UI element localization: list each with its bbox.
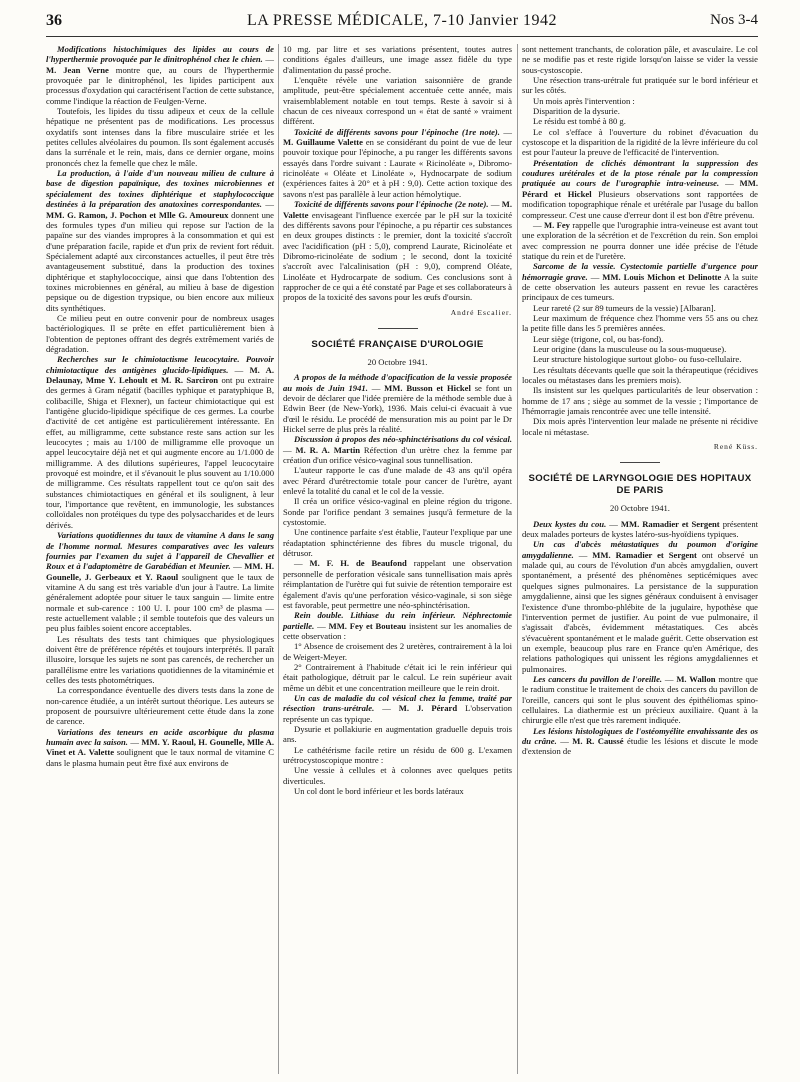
signature: André Escalier.	[450, 307, 512, 317]
text-paragraph	[283, 745, 512, 766]
article-authors: M. A. Delaunay, Mme Y. Lehoult et M. R. Sarciron	[46, 364, 274, 385]
article-text: Toutefois, les lipides du tissu adipeux et ceux de la cellule hépatique ne présentent pas de modifications. Les processus oxydatifs sont intenses dans la fibre musculaire striée et les petites cellules alvéolaires du poumon. Ils sont également accusés dans la surrénale et le rein, mais, dans ce dernier organe, moins prononcés chez la femelle que chez le mâle.	[46, 106, 274, 168]
col3-bottom-articles	[522, 519, 758, 757]
article-text: en se considérant du point de vue de leur pouvoir toxique pour l'épinoche, a pu ranger les différents savons essayés dans l'ordre suivant : Laurate « Ricinoléate », Dibromo-ricinoléate « Oléate et Linoléate », Hydnocarpate de sodium (expériences faites à 20° et à pH : 9,0). Cette action toxique des savons n'est pas parallèle à leur action hémolytique.	[283, 137, 512, 199]
article-text: Les résultats décevants quelle que soit la thérapeutique (récidives locales ou métastases dans les premiers mois).	[522, 364, 758, 385]
section-rule	[620, 462, 660, 463]
article-text: Il créa un orifice vésico-vaginal en pleine région du trigone. Sonde par l'orifice pendant 3 semaines jusqu'à fermeture de la cystostomie.	[283, 496, 512, 528]
text-paragraph	[522, 385, 758, 416]
section-heading: SOCIÉTÉ FRANÇAISE D'UROLOGIE	[311, 338, 484, 350]
article-authors: M. R. Caussé	[572, 735, 624, 746]
article-text: insistent sur les anomalies de cette observation :	[283, 620, 512, 641]
article-text: Ce milieu peut en outre convenir pour de nombreux usages bactériologiques. Il se prête en effet particulièrement bien à l'obtention de peptones offrant des degrés extrêmement variés de dégradation.	[46, 312, 274, 354]
article-title: Sarcome de la vessie. Cystectomie partielle d'urgence pour hémorragie grave.	[522, 261, 758, 282]
article-paragraph: Les lésions histologiques de l'ostéomyélite envahissante des os du crâne. — M. R. Caussé étudie les lésions et discute le mode d'extension de	[522, 725, 758, 757]
article-text: Leur siège (trigone, col, ou bas-fond).	[533, 333, 664, 344]
text-paragraph	[522, 116, 758, 126]
section-date: 20 Octobre 1941.	[367, 356, 428, 367]
text-paragraph	[283, 786, 512, 796]
article-authors: M. Guillaume Valette	[283, 137, 363, 148]
section-date: 20 Octobre 1941.	[610, 503, 670, 514]
text-paragraph	[522, 303, 758, 313]
page-header	[46, 8, 758, 37]
article-authors: M. Fey	[543, 219, 570, 230]
article-paragraph: Présentation de clichés démontrant la suppression des coudures urétérales et de la ptose rénale par la compression pratiquée au cours de l'urographie intra-veineuse. — MM. Pérard et Hickel Plusieurs observations sont rapportées de modification topographique rénale et urétérale par l'usage du ballon compresseur. C'est une cause d'erreur dont il est bon d'être prévenu.	[522, 157, 759, 220]
text-paragraph: — M. Fey rappelle que l'urographie intra-veineuse est avant tout une exploration de la sécrétion et de l'excrétion du rein. Son emploi avec compression ne pourra donner une idée précise de l'étude statique du rein et de l'uretère.	[522, 219, 758, 261]
text-paragraph	[46, 634, 274, 686]
article-paragraph: Les cancers du pavillon de l'oreille. — M. Wallon montre que le radium constitue le traitement de choix des cancers du pavillon de l'oreille, cancers qui sont le plus souvent des épithéliomas spino-cellulaires. La diathermie est un précieux auxiliaire. Quant à la chirurgie elle n'est que très rarement indiquée.	[522, 673, 758, 726]
article-authors: MM. Y. Raoul, H. Gounelle, Mlle A. Vinet et A. Valette	[46, 737, 274, 758]
text-paragraph	[283, 641, 512, 662]
text-paragraph	[522, 334, 758, 344]
text-paragraph: — M. F. H. de Beaufond rappelant une observation personnelle de perforation vésicale sans tunnellisation mais après réimplantation de l'urètre qui fut suivie de rétention temporaire est également d'avis qu'une perforation vésico-vaginale, si son siège est favorable, peut permettre une néo-sphinctérisation.	[283, 558, 513, 610]
column-3	[522, 44, 758, 757]
section-heading: SOCIÉTÉ DE LARYNGOLOGIE DES HOPITAUX DE PARIS	[528, 473, 752, 497]
issue-number: Nos 3-4	[710, 12, 758, 28]
article-text: rappelle que l'urographie intra-veineuse est avant tout une exploration de la sécrétion et de l'excrétion du rein. Son emploi avec compression ne pourra donner une idée précise de l'étude statique du rein et de l'uretère.	[522, 219, 758, 261]
text-paragraph	[522, 416, 758, 437]
article-text: soulignent que le taux de vitamine A du sang est très variable d'un jour à l'autre. La limite généralement adoptée pour situer le taux sanguin — limite entre normale et sub-carence : 100 U. I. pour 100 cm³ de plasma — reste actuellement valable ; il semble toutefois que des valeurs un peu plus faibles soient encore acceptables.	[46, 571, 274, 634]
article-title: Un cas d'abcès métastatiques du poumon d'origine amygdalienne.	[522, 539, 758, 560]
article-title: Discussion à propos des néo-sphinctérisations du col vésical.	[294, 434, 512, 445]
article-title: A propos de la méthode d'opacification de la vessie proposée au mois de Juin 1941.	[283, 372, 512, 393]
text-paragraph	[283, 465, 512, 496]
text-paragraph	[283, 496, 512, 527]
column-divider	[278, 44, 279, 1074]
article-text: Le cathétérisme facile retire un résidu de 600 g. L'examen urétrocystoscopique montre :	[283, 744, 512, 765]
article-paragraph: Toxicité de différents savons pour l'épinoche (2e note). — M. Valette envisageant l'influence exercée par le pH sur la toxicité des différents savons pour l'épinoche, a pu répartir ces substances en deux groupes distincts : le premier, dont la toxicité s'accroît avec l'acidification (pH : 5,0), comprend Laurate, Ricinoléate et Dibromo-ricinoléate de sodium ; le second, dont la toxicité s'accroît avec l'alcalinisation (pH : 9,0), comprend Oléate, Linoléate et Hydrocarpate de sodium. Ces conclusions sont à rapprocher de ce qui a été constaté par Page et ses collaborateurs à propos de la toxicité des savons pour les œufs d'oursin.	[283, 199, 513, 303]
article-title: Recherches sur le chimiotactisme leucocytaire. Pouvoir chimiotactique des antigènes glucido-lipidiques.	[46, 354, 274, 375]
article-authors: MM. Busson et Hickel	[384, 382, 471, 393]
article-text: présentent deux malades porteurs de kystes latéro-sus-hyoïdiens typiques.	[522, 518, 759, 540]
article-text: L'enquête révèle une variation saisonnière de grande amplitude, peut-être spécialement accentuée cette année, mais vraisemblablement notable en tout temps. Reste à savoir si à chacun de ces niveaux correspond un « état de santé » vraiment différent.	[283, 75, 512, 127]
article-authors: M. Valette	[283, 199, 513, 220]
article-text: Dysurie et pollakiurie en augmentation graduelle depuis trois ans.	[283, 723, 512, 745]
article-text: Leur maximum de fréquence chez l'homme vers 55 ans ou chez la petite fille dans les 5 premières années.	[522, 312, 758, 334]
text-paragraph	[522, 96, 758, 106]
article-authors: M. Wallon	[676, 673, 716, 684]
article-paragraph: Toxicité de différents savons pour l'épinoche (1re note). — M. Guillaume Valette en se considérant du point de vue de leur pouvoir toxique pour l'épinoche, a pu ranger les différents savons essayés dans l'ordre suivant : Laurate « Ricinoléate », Dibromo-ricinoléate « Oléate et Linoléate », Hydnocarpate de sodium (expériences faites à 20° et à pH : 9,0). Cette action toxique des savons n'est pas parallèle à leur action hémolytique.	[283, 126, 512, 199]
article-text: Réfection d'un urètre chez la femme par création d'un orifice vésico-vaginal sous tunnellisation.	[283, 444, 513, 466]
text-paragraph	[522, 106, 758, 116]
text-paragraph	[522, 313, 758, 334]
article-text: Disparition de la dysurie.	[533, 106, 620, 117]
article-title: Modifications histochimiques des lipides au cours de l'hyperthermie provoquée par le dinitrophénol chez le chien.	[46, 44, 274, 65]
column-1	[46, 44, 274, 768]
article-authors: M. R. A. Martin	[295, 444, 360, 455]
article-text: Le col s'efface à l'ouverture du robinet d'évacuation du cystoscope et la disparition de la rigidité de la lèvre inférieure du col est pour l'auteur la preuve de l'efficacité de l'intervention.	[522, 126, 758, 158]
article-title: Variations des teneurs en acide ascorbique du plasma humain avec la saison.	[46, 726, 274, 748]
article-paragraph: Discussion à propos des néo-sphinctérisations du col vésical. — M. R. A. Martin Réfection d'un urètre chez la femme par création d'un orifice vésico-vaginal sous tunnellisation.	[283, 434, 513, 466]
article-title: Un cas de maladie du col vésical chez la femme, traité par résection trans-urétrale.	[283, 692, 512, 714]
article-paragraph: Sarcome de la vessie. Cystectomie partielle d'urgence pour hémorragie grave. — MM. Louis Michon et Delinotte A la suite de cette observation les auteurs passent en revue les caractères principaux de ces tumeurs.	[522, 261, 758, 303]
article-text: Un col dont le bord inférieur et les bords latéraux	[294, 786, 464, 797]
article-text: Le résidu est tombé à 80 g.	[533, 116, 626, 127]
article-text: L'auteur rapporte le cas d'une malade de 43 ans qu'il opéra avec Pérard d'urétrectomie totale pour cancer de l'urètre, ayant enlevé la totalité du canal et le col de la vessie.	[283, 465, 512, 497]
article-paragraph: Modifications histochimiques des lipides au cours de l'hyperthermie provoquée par le dinitrophénol chez le chien. — M. Jean Verne montre que, au cours de l'hyperthermie provoquée par le dinitrophénol, les lipides participent aux processus d'oxydation qui caractérisent l'action de cette substance, comme l'indique la réaction de Feulgen-Verne.	[46, 44, 274, 106]
article-text: ont observé un malade qui, au cours de l'évolution d'un abcès amygdalien, ouvert spontanément, a présenté des phénomènes septicémiques avec quelques signes pulmonaires. La persistance de la suppuration amygdalienne, ainsi que les signes généraux conduisent à envisager l'existence d'une thrombo-phlébite de la jugulaire, hypothèse que l'intervention permet de justifier. Au point de vue pulmonaire, il s'agissait d'abcès, évidemment métastatiques. Ces abcès s'évacuèrent spontanément et le malade guérit. Cette observation est un exemple, beaucoup plus rare en France qu'en Amérique, des relations pathologiques qui unissent les régions amygdaliennes et pulmonaires.	[522, 549, 758, 674]
article-authors: MM. Fey et Bouteau	[328, 620, 407, 631]
article-text: 1° Absence de croisement des 2 uretères, contrairement à la loi de Weigert-Meyer.	[283, 641, 512, 662]
article-paragraph: A propos de la méthode d'opacification de la vessie proposée au mois de Juin 1941. — MM. Busson et Hickel se font un devoir de déclarer que l'idée première de la méthode semble due à Edwin Beer (de New-York), 1936. Mais celui-ci évacuait à vue d'œil le résidu. Le procédé de mensuration mis au point par le Dr Hickel serre de plus près la réalité.	[283, 372, 512, 434]
column-divider	[517, 44, 518, 1074]
article-title: Variations quotidiennes du taux de vitamine A dans le sang de l'homme normal. Mesures comparatives avec les valeurs fournies par l'examen du sujet à l'appareil de Chevallier et Roux et à l'adaptomètre de Garabédian et Meunier.	[46, 530, 274, 572]
article-text: ont pu extraire des germes à Gram négatif (bacilles typhique et paratyphique B, colibacille, Shiga et Flexner), un facteur chimiotactique qui est l'antigène glucido-lipidique spécifique de ces germes. La courbe d'activité de cet antigène est particulièrement intéressante. En effet, au milligramme, cette substance reste sans action sur les leucocytes ; mais au 1/100 de milligramme elle provoque un appel leucocytaire déjà net et qui augmente encore au 1/1.000 de milligramme. A des dilutions supérieures, l'appel leucocytaire provoqué est moindre, et il s'évanouit le plus souvent au 1/10.000 de milligramme. Ces résultats rappellent tout ce qu'on sait des substances chimiotactiques en général et ils soulignent, à leur tour, l'importance que revêtent, en immunologie, les substances colloïdales non protéiques du type des polysaccharides et de leurs dérivés.	[46, 375, 274, 530]
article-paragraph: Variations des teneurs en acide ascorbique du plasma humain avec la saison. — MM. Y. Raoul, H. Gounelle, Mlle A. Vinet et A. Valette soulignent que le taux normal de vitamine C dans le plasma humain peut être fixé aux environs de	[46, 726, 274, 768]
article-text: 2° Contrairement à l'habitude c'était ici le rein inférieur qui était pathologique, détruit par le calcul. Le rein supérieur avait même un débit et une concentration meilleure que le rein droit.	[283, 661, 512, 693]
article-text: L'observation représente un cas typique.	[283, 703, 512, 724]
article-text: se font un devoir de déclarer que l'idée première de la méthode semble due à Edwin Beer (de New-York), 1936. Mais celui-ci évacuait à vue d'œil le résidu. Le procédé de mensuration mis au point par le Dr Hickel serre de plus près la réalité.	[283, 382, 512, 434]
article-text: rappelant une observation personnelle de perforation vésicale sans tunnellisation mais après réimplantation de l'urètre qui fut suivie de rétention temporaire est également d'avis qu'une perforation vésico-vaginale, si son siège est favorable, peut permettre une néo-sphinctérisation.	[283, 558, 513, 610]
text-paragraph	[283, 765, 512, 786]
col1-articles	[46, 44, 274, 768]
article-text: montre que le radium constitue le traitement de choix des cancers du pavillon de l'oreille, cancers qui sont le plus souvent des épithéliomas spino-cellulaires. La diathermie est un précieux auxiliaire. Quant à la chirurgie elle n'est que très rarement indiquée.	[522, 673, 758, 726]
text-paragraph	[283, 75, 512, 127]
article-title: Les cancers du pavillon de l'oreille.	[533, 673, 663, 684]
article-title: La production, à l'aide d'un nouveau milieu de culture à base de digestion papaïnique, des toxines microbiennes et spécialement des toxines diphtérique et staphylococcique destinées à la préparation des anatoxines correspondantes.	[46, 168, 274, 210]
article-authors: M. F. H. de Beaufond	[309, 558, 407, 569]
article-text: La correspondance éventuelle des divers tests dans la zone de non-carence étudiée, a un intérêt surtout théorique. Les auteurs se proposent de poursuivre ultérieurement cette étude dans la zone de carence.	[46, 685, 274, 727]
text-paragraph	[46, 685, 274, 726]
text-paragraph	[283, 724, 512, 745]
col2-top-articles	[283, 44, 512, 303]
article-text: Leur origine (dans la musculeuse ou la sous-muqueuse).	[533, 343, 727, 354]
article-text: Ils insistent sur les quelques particularités de leur observation : homme de 17 ans ; siège au sommet de la vessie ; l'importance de l'hémorragie jamais rencontrée avec une telle intensité.	[522, 385, 758, 417]
article-text: envisageant l'influence exercée par le pH sur la toxicité des différents savons pour l'épinoche, a pu répartir ces substances en deux groupes distincts : le premier, dont la toxicité s'accroît avec l'acidification (pH : 5,0), comprend Laurate, Ricinoléate et Dibromo-ricinoléate de sodium ; le second, dont la toxicité s'accroît avec l'alcalinisation (pH : 9,0), comprend Oléate, Linoléate et Hydrocarpate de sodium. Ces conclusions sont à rapprocher de ce qui a été constaté par Page et ses collaborateurs à propos de la toxicité des savons pour les œufs d'oursin.	[283, 209, 513, 303]
text-paragraph	[522, 354, 758, 364]
article-authors: MM. Ramadier et Sergent	[620, 518, 720, 529]
article-text: montre que, au cours de l'hyperthermie provoquée par le dinitrophénol, les lipides participent aux processus d'oxydation qui caractérisent l'action de cette substance, comme l'indique la réaction de Feulgen-Verne.	[46, 64, 274, 106]
article-paragraph: Rein double. Lithiase du rein inférieur. Néphrectomie partielle. — MM. Fey et Bouteau insistent sur les anomalies de cette observation :	[283, 610, 512, 641]
article-text: Plusieurs observations sont rapportées de modification topographique rénale et urétérale par l'usage du ballon compresseur. C'est une cause d'erreur dont il est bon d'être prévenu.	[522, 188, 758, 220]
journal-title: LA PRESSE MÉDICALE, 7-10 Janvier 1942	[246, 12, 558, 29]
article-text: Dix mois après l'intervention leur malade ne présente ni récidive locale ni métastase.	[522, 416, 758, 437]
text-paragraph	[522, 344, 758, 354]
text-paragraph	[522, 365, 758, 386]
article-title: Présentation de clichés démontrant la suppression des coudures urétérales et de la ptose rénale par la compression pratiquée au cours de l'urographie intra-veineuse.	[522, 157, 758, 189]
article-text: Une résection trans-urétrale fut pratiquée sur le bord inférieur et sur les côtés.	[522, 75, 758, 96]
article-text: soulignent que le taux normal de vitamine C dans le plasma humain peut être fixé aux environs de	[46, 747, 274, 768]
article-text: Les résultats des tests tant chimiques que physiologiques doivent être de préférence répétés et toujours interprétés. Il paraît illusoire, lorsque les sujets ne sont pas carencés, de rechercher un parallélisme entre les variations quotidiennes de la vitaminémie et celles des tests photométriques.	[46, 633, 274, 685]
article-paragraph: La production, à l'aide d'un nouveau milieu de culture à base de digestion papaïnique, des toxines microbiennes et spécialement des toxines diphtérique et staphylococcique destinées à la préparation des anatoxines correspondantes. — MM. G. Ramon, J. Pochon et Mlle G. Amoureux donnent une des formules types d'un milieu qui repose sur l'action de la papaïne sur des viandes impropres à la consommation et qui est d'une préparation facile, rapide et d'un prix de revient fort réduit. Spécialement adapté aux circonstances actuelles, il peut être très avantageusement substitué, dans la production des toxines diphtérique et staphylococcique, ainsi que dans l'obtention des toxines microbiennes en général, au milieu à base de digestion pepsique ou de digestion trypsique, ou bien encore aux milieux dits synthétiques.	[46, 168, 274, 313]
article-paragraph: Deux kystes du cou. — MM. Ramadier et Sergent présentent deux malades porteurs de kystes latéro-sus-hyoïdiens typiques.	[522, 518, 759, 540]
article-paragraph: Recherches sur le chimiotactisme leucocytaire. Pouvoir chimiotactique des antigènes glucido-lipidiques. — M. A. Delaunay, Mme Y. Lehoult et M. R. Sarciron ont pu extraire des germes à Gram négatif (bacilles typhique et paratyphique B, colibacille, Shiga et Flexner), un facteur chimiotactique qui est l'antigène glucido-lipidique spécifique de ces germes. La courbe d'activité de cet antigène est particulièrement intéressante. En effet, au milligramme, cette substance reste sans action sur les leucocytes ; mais au 1/100 de milligramme elle provoque un appel leucocytaire déjà net et qui augmente encore au 1/1.000 de milligramme. A des dilutions supérieures, l'appel leucocytaire provoqué est moindre, et il s'évanouit le plus souvent au 1/10.000 de milligramme. Ces résultats rappellent tout ce qu'on sait des substances chimiotactiques en général et ils soulignent, à leur tour, l'importance que revêtent, en immunologie, les substances colloïdales non protéiques du type des polysaccharides et de leurs dérivés.	[46, 354, 274, 530]
article-text: Leur rareté (2 sur 89 tumeurs de la vessie) [Albaran].	[533, 302, 716, 313]
text-paragraph	[283, 527, 512, 558]
text-paragraph	[283, 662, 512, 693]
article-text: A la suite de cette observation les auteurs passent en revue les caractères principaux de ces tumeurs.	[522, 271, 758, 303]
article-title: Rein double. Lithiase du rein inférieur. Néphrectomie partielle.	[283, 610, 512, 631]
article-title: Toxicité de différents savons pour l'épinoche (1re note).	[294, 126, 500, 137]
article-paragraph: Variations quotidiennes du taux de vitamine A dans le sang de l'homme normal. Mesures comparatives avec les valeurs fournies par l'examen du sujet à l'appareil de Chevallier et Roux et à l'adaptomètre de Garabédian et Meunier. — MM. H. Gounelle, J. Gerbeaux et Y. Raoul soulignent que le taux de vitamine A du sang est très variable d'un jour à l'autre. La limite généralement adoptée pour situer le taux sanguin — limite entre normale et sub-carence : 100 U. I. pour 100 cm³ de plasma — reste actuellement valable ; il semble toutefois que des valeurs un peu plus faibles soient encore acceptables.	[46, 530, 275, 634]
text-paragraph	[522, 44, 758, 75]
column-2	[283, 44, 512, 796]
article-paragraph: Un cas de maladie du col vésical chez la femme, traité par résection trans-urétrale. — M. J. Pérard L'observation représente un cas typique.	[283, 692, 512, 724]
text-paragraph	[522, 75, 758, 96]
text-paragraph	[522, 127, 758, 158]
text-paragraph	[283, 44, 512, 75]
article-text: Un mois après l'intervention :	[533, 95, 635, 106]
article-authors: M. J. Pérard	[398, 703, 458, 714]
article-text: Une vessie à cellules et à colonnes avec quelques petits diverticules.	[283, 765, 512, 786]
article-authors: MM. G. Ramon, J. Pochon et Mlle G. Amoureux	[46, 209, 229, 220]
article-text: donnent une des formules types d'un milieu qui repose sur l'action de la papaïne sur des viandes impropres à la consommation et qui est d'une préparation facile, rapide et d'un prix de revient fort réduit. Spécialement adapté aux circonstances actuelles, il peut être très avantageusement substitué, dans la production des toxines diphtérique et staphylococcique, ainsi que dans l'obtention des toxines microbiennes en général, au milieu à base de digestion pepsique ou de digestion trypsique, ou bien encore aux milieux dits synthétiques.	[46, 209, 274, 313]
col3-top-articles	[522, 44, 758, 437]
article-text: Une continence parfaite s'est établie, l'auteur l'explique par une réadaptation sphinctérienne des fibres du muscle trigonal, du détrusor.	[283, 527, 512, 559]
article-authors: MM. Pérard et Hickel	[522, 178, 759, 199]
article-title: Les lésions histologiques de l'ostéomyélite envahissante des os du crâne.	[522, 725, 758, 746]
col2-bottom-articles	[283, 372, 512, 796]
article-text: 10 mg. par litre et ses variations présentent, toutes autres conditions égales d'ailleurs, une image assez fidèle du type d'alimentation du passé proche.	[283, 44, 512, 75]
text-paragraph	[46, 106, 274, 168]
article-authors: MM. H. Gounelle, J. Gerbeaux et Y. Raoul	[46, 561, 275, 582]
article-authors: MM. Louis Michon et Delinotte	[602, 271, 722, 282]
article-text: étudie les lésions et discute le mode d'extension de	[522, 735, 758, 757]
article-paragraph: Un cas d'abcès métastatiques du poumon d'origine amygdalienne. — MM. Ramadier et Sergent ont observé un malade qui, au cours de l'évolution d'un abcès amygdalien, ouvert spontanément, a présenté des phénomènes septicémiques avec quelques signes pulmonaires. La persistance de la suppuration amygdalienne, ainsi que les signes généraux conduisent à envisager l'existence d'une thrombo-phlébite de la jugulaire, hypothèse que l'intervention permet de justifier. Au point de vue pulmonaire, il s'agissait d'abcès, évidemment métastatiques. Ces abcès s'évacuèrent spontanément et le malade guérit. Cette observation est un exemple, beaucoup plus rare en France qu'en Amérique, des relations pathologiques qui unissent les régions amygdaliennes et pulmonaires.	[522, 539, 758, 674]
page-number: 36	[46, 12, 62, 29]
article-title: Toxicité de différents savons pour l'épinoche (2e note).	[294, 199, 489, 210]
article-authors: M. Jean Verne	[46, 64, 109, 75]
article-text: sont nettement tranchants, de coloration pâle, et avasculaire. Le col ne se modifie pas et reste rigide lorsqu'on laisse se vider la vessie sous-cystoscopie.	[522, 44, 758, 75]
article-text: Leur structure histologique surtout globo- ou fuso-cellulaire.	[533, 354, 742, 365]
section-rule	[378, 328, 418, 329]
article-authors: MM. Ramadier et Sergent	[592, 549, 697, 560]
text-paragraph	[46, 313, 274, 354]
signature: René Küss.	[713, 442, 758, 452]
article-title: Deux kystes du cou.	[533, 518, 607, 529]
